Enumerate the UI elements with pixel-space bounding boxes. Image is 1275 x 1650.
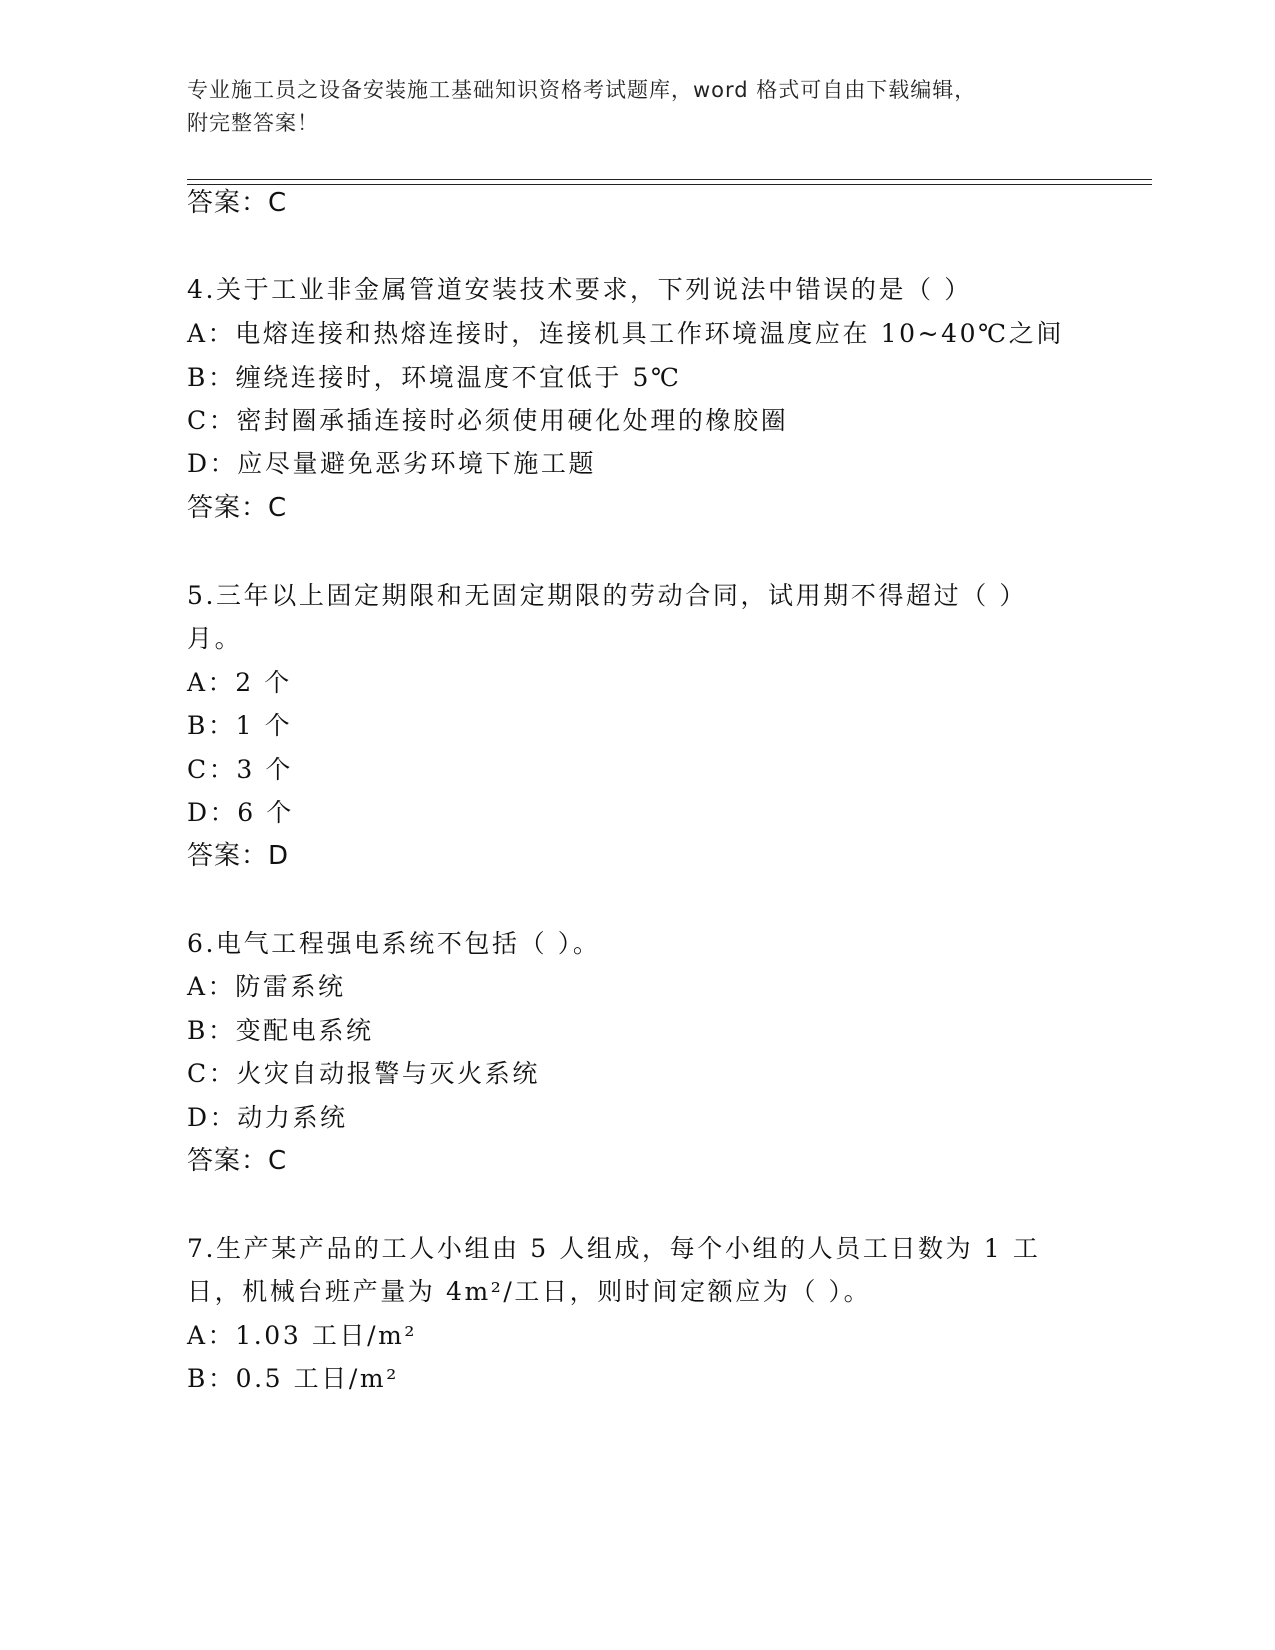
header-title-line-2: 附完整答案！: [187, 111, 319, 135]
question-5-stem-line-1: 5.三年以上固定期限和无固定期限的劳动合同，试用期不得超过（ ）: [187, 581, 1028, 610]
question-4-option-c: C：密封圈承插连接时必须使用硬化处理的橡胶圈: [187, 406, 789, 435]
question-6-option-c: C：火灾自动报警与灭火系统: [187, 1059, 540, 1088]
previous-answer: 答案：C: [187, 188, 288, 218]
question-6-option-b: B：变配电系统: [187, 1016, 374, 1045]
question-4-option-d: D：应尽量避免恶劣环境下施工题: [187, 449, 597, 478]
question-7-stem-line-2: 日，机械台班产量为 4m²/工日，则时间定额应为（ ）。: [187, 1277, 872, 1306]
question-7-option-b: B：0.5 工日/m²: [187, 1364, 399, 1393]
question-4-answer: 答案：C: [187, 493, 288, 523]
document-header: [187, 74, 1067, 140]
question-4-stem: 4.关于工业非金属管道安装技术要求，下列说法中错误的是（ ）: [187, 275, 972, 304]
question-7-option-a: A：1.03 工日/m²: [187, 1321, 418, 1350]
question-6-option-a: A：防雷系统: [187, 972, 346, 1001]
question-5-stem-line-2: 月。: [187, 624, 243, 653]
question-4-option-a: A：电熔连接和热熔连接时，连接机具工作环境温度应在 10~40℃之间: [187, 319, 1064, 348]
header-title-line-1: 专业施工员之设备安装施工基础知识资格考试题库，word 格式可自由下载编辑，: [187, 78, 977, 102]
question-5-answer: 答案：D: [187, 841, 290, 871]
question-6-stem: 6.电气工程强电系统不包括（ ）。: [187, 929, 601, 958]
question-7-stem-line-1: 7.生产某产品的工人小组由 5 人组成，每个小组的人员工日数为 1 工: [187, 1234, 1041, 1263]
question-6-answer: 答案：C: [187, 1146, 288, 1176]
question-5-option-d: D：6 个: [187, 798, 294, 827]
question-4-option-b: B：缠绕连接时，环境温度不宜低于 5℃: [187, 363, 682, 392]
question-5-option-c: C：3 个: [187, 755, 293, 784]
header-divider: [187, 179, 1152, 185]
question-5-option-a: A：2 个: [187, 668, 292, 697]
question-6-option-d: D：动力系统: [187, 1103, 348, 1132]
question-5-option-b: B：1 个: [187, 711, 293, 740]
